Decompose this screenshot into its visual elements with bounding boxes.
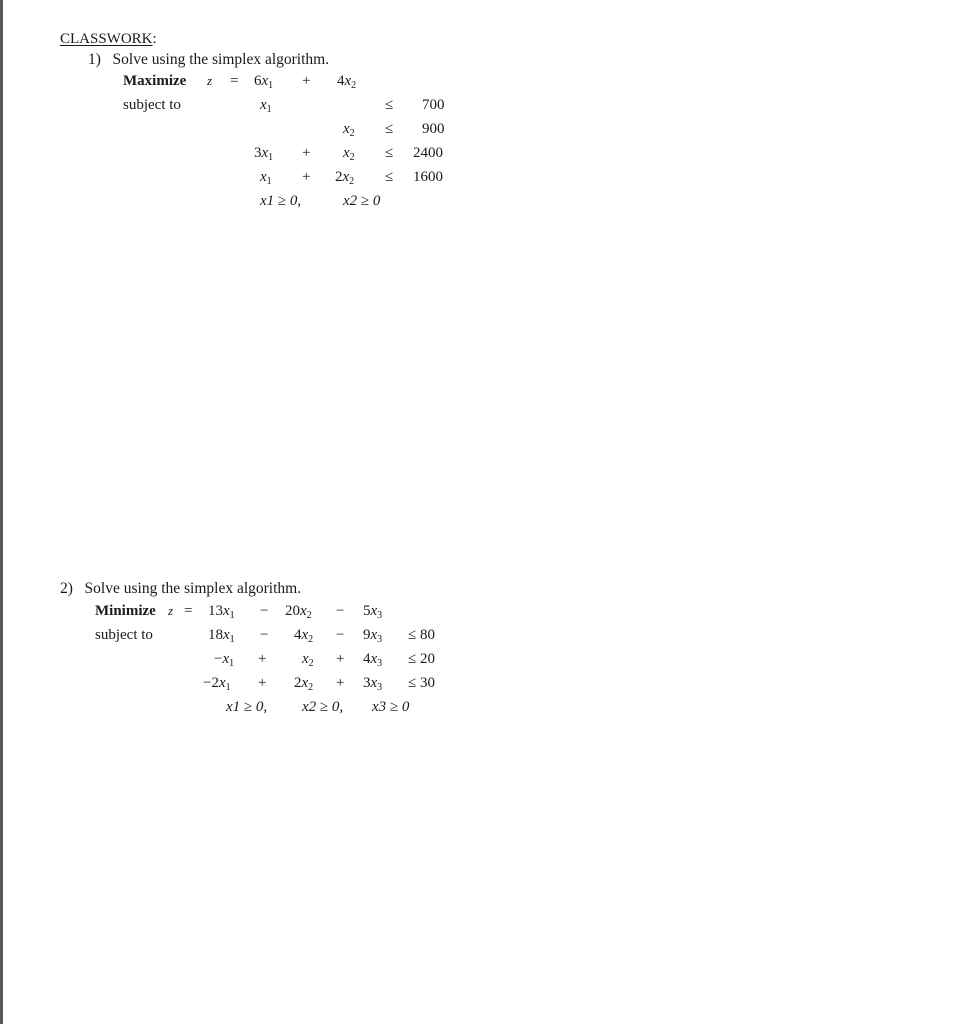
p2c1-op1: −	[260, 627, 269, 643]
subject-to-label-2: subject to	[95, 627, 153, 643]
problem-1-constraint-2	[0, 121, 967, 141]
c2-rel: ≤	[385, 121, 394, 137]
objective-plus: +	[302, 73, 311, 89]
problem-2-heading	[60, 580, 301, 598]
obj2-term-x2: $20x_2$	[285, 603, 312, 621]
objective2-z: z	[168, 603, 174, 618]
problem-1-constraint-1	[0, 97, 967, 117]
p2c3-x3: $3x_3$	[363, 675, 383, 693]
problem-2-nonnegativity	[0, 699, 967, 719]
c3-rhs: 2400	[413, 145, 443, 161]
objective-term-x1: $6x_1$	[254, 73, 274, 91]
c3-rel: ≤	[385, 145, 394, 161]
c3-x2: $x_2$	[343, 145, 355, 163]
maximize-label: Maximize	[123, 73, 187, 89]
problem-2-number: 2)	[60, 580, 73, 597]
p2c2-op2: +	[336, 651, 345, 667]
nonneg-x2: x2 ≥ 0	[343, 193, 381, 209]
p2c3-x1: $-2x_1$	[203, 675, 231, 693]
p2c1-rel-rhs: ≤ 80	[408, 627, 435, 643]
p2-nonneg-x1: x1 ≥ 0,	[226, 699, 268, 715]
p2c1-x1: $18x_1$	[208, 627, 235, 645]
problem-2-objective	[0, 603, 967, 623]
problem-1-objective	[0, 73, 967, 93]
problem-2-instruction: Solve using the simplex algorithm.	[84, 580, 302, 597]
c4-plus: +	[302, 169, 311, 185]
problem-2-constraint-2	[0, 651, 967, 671]
p2c3-rel-rhs: ≤ 30	[408, 675, 435, 691]
title-colon: :	[152, 31, 157, 47]
p2c1-op2: −	[336, 627, 345, 643]
problem-1-constraint-3	[0, 145, 967, 165]
problem-1-instruction: Solve using the simplex algorithm.	[112, 51, 330, 68]
c1-rhs: 700	[422, 97, 445, 113]
c4-x2: $2x_2$	[335, 169, 355, 187]
objective-z: z	[207, 73, 213, 88]
obj2-term-x3: $5x_3$	[363, 603, 383, 621]
objective2-equals: =	[184, 603, 193, 619]
obj2-op1: −	[260, 603, 269, 619]
p2c2-x1: $-x_1$	[214, 651, 235, 669]
obj2-op2: −	[336, 603, 345, 619]
objective-term-x2: $4x_2$	[337, 73, 357, 91]
obj2-term-x1: $13x_1$	[208, 603, 235, 621]
problem-2-constraint-1	[0, 627, 967, 647]
problem-1-heading	[88, 51, 329, 69]
c4-rhs: 1600	[413, 169, 443, 185]
classwork-title: CLASSWORK	[60, 31, 153, 47]
p2-nonneg-x2: x2 ≥ 0,	[302, 699, 344, 715]
p2c2-rel-rhs: ≤ 20	[408, 651, 435, 667]
c2-rhs: 900	[422, 121, 445, 137]
page-title	[60, 31, 157, 48]
p2c1-x3: $9x_3$	[363, 627, 383, 645]
problem-2-constraint-3	[0, 675, 967, 695]
p2c2-op1: +	[258, 651, 267, 667]
p2c2-x3: $4x_3$	[363, 651, 383, 669]
c3-x1: $3x_1$	[254, 145, 274, 163]
p2c3-x2: $2x_2$	[294, 675, 314, 693]
c3-plus: +	[302, 145, 311, 161]
c1-rel: ≤	[385, 97, 394, 113]
subject-to-label: subject to	[123, 97, 181, 113]
nonneg-x1: x1 ≥ 0,	[260, 193, 302, 209]
p2c2-x2: $x_2$	[302, 651, 314, 669]
c1-x1: $x_1$	[260, 97, 272, 115]
minimize-label: Minimize	[95, 603, 156, 619]
c2-x2: $x_2$	[343, 121, 355, 139]
c4-x1: $x_1$	[260, 169, 272, 187]
p2c1-x2: $4x_2$	[294, 627, 314, 645]
p2c3-op2: +	[336, 675, 345, 691]
p2-nonneg-x3: x3 ≥ 0	[372, 699, 410, 715]
p2c3-op1: +	[258, 675, 267, 691]
c4-rel: ≤	[385, 169, 394, 185]
problem-1-nonnegativity	[0, 193, 967, 213]
objective-equals: =	[230, 73, 239, 89]
problem-1-number: 1)	[88, 51, 101, 68]
problem-1-constraint-4	[0, 169, 967, 189]
